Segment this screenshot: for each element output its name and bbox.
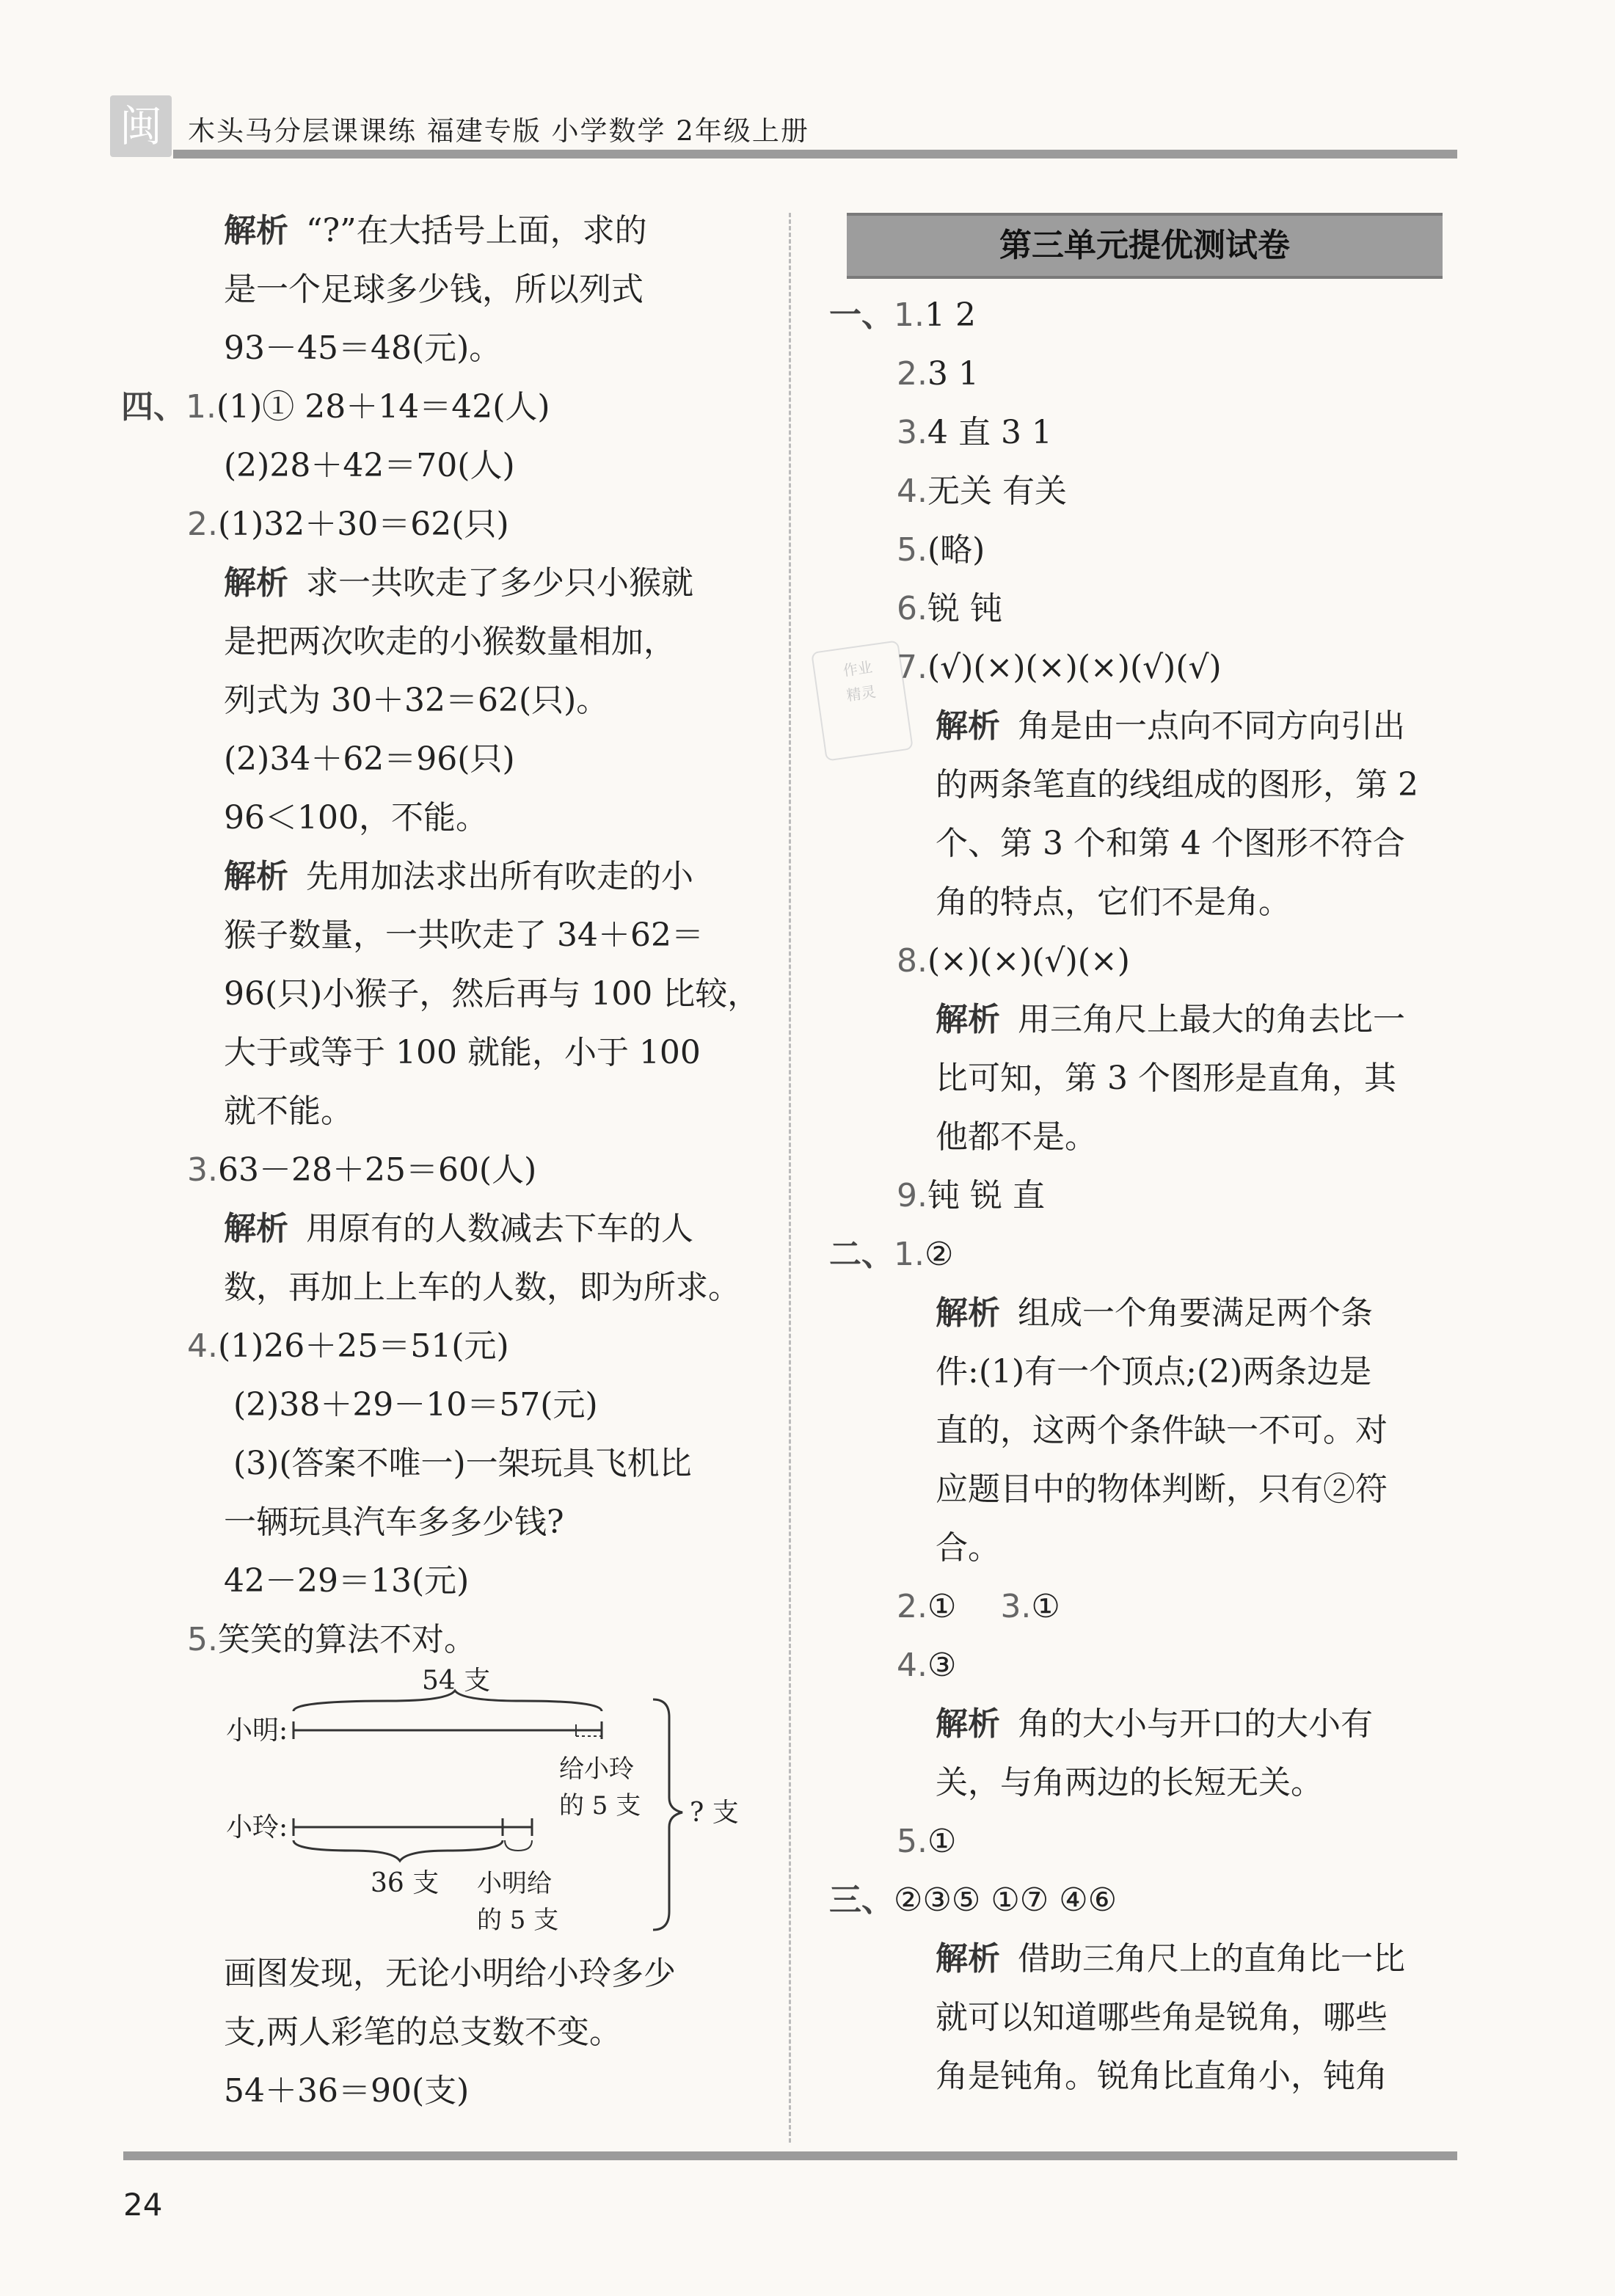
r1-3: 3.4 直 3 1 [897, 414, 1052, 451]
q4-2-jx2-4: 大于或等于 100 就能，小于 100 [224, 1034, 701, 1071]
q4-4c-2: 一辆玩具汽车多多少钱? [224, 1504, 564, 1541]
q4-5b-1: 画图发现，无论小明给小玲多少 [224, 1955, 676, 1992]
r3-jx-1: 解析 借助三角尺上的直角比一比 [936, 1940, 1405, 1978]
diagram-xm: 小明: [226, 1716, 288, 1746]
r2-1-jx-2: 件:(1)有一个顶点;(2)两条边是 [936, 1353, 1372, 1391]
r1-7: 7.(√)(×)(×)(×)(√)(√) [897, 649, 1222, 686]
q4-2c: 96＜100，不能。 [224, 799, 488, 837]
diagram-bottom-label: 36 支 [371, 1868, 440, 1898]
q4-4b: (2)38＋29－10＝57(元) [233, 1386, 598, 1424]
r1-7-jx-3: 个、第 3 个和第 4 个图形不符合 [936, 825, 1405, 862]
r2-1-jx-1: 解析 组成一个角要满足两个条 [936, 1294, 1373, 1332]
q4-4c-1: (3)(答案不唯一)一架玩具飞机比 [233, 1445, 692, 1482]
intro-line-2: 是一个足球多少钱，所以列式 [224, 271, 644, 308]
r3-jx-2: 就可以知道哪些角是锐角，哪些 [936, 1999, 1388, 2036]
q4-1b: (2)28＋42＝70(人) [224, 447, 515, 484]
q4-1a: 四、1.(1)① 28＋14＝42(人) [121, 388, 550, 426]
r3-jx-3: 角是钝角。锐角比直角小，钝角 [936, 2058, 1388, 2095]
footer-rule [123, 2151, 1457, 2160]
r2-4: 4.③ [897, 1647, 957, 1684]
diagram-question: ? 支 [690, 1798, 739, 1828]
page-number: 24 [123, 2187, 163, 2223]
intro-line-3: 93－45＝48(元)。 [224, 329, 502, 367]
diagram-give2a: 小明给 [477, 1869, 552, 1898]
diagram-xl: 小玲: [226, 1812, 288, 1843]
q4-5b-3: 54＋36＝90(支) [224, 2072, 470, 2110]
header-title: 木头马分层课课练 福建专版 小学数学 2年级上册 [188, 115, 809, 147]
r1-7-jx-4: 角的特点，它们不是角。 [936, 883, 1291, 921]
r2-5: 5.① [897, 1823, 957, 1860]
r1-7-jx-1: 解析 角是由一点向不同方向引出 [936, 707, 1405, 745]
region-badge: 闽 [110, 95, 172, 157]
r2-4-jx-1: 解析 角的大小与开口的大小有 [936, 1705, 1373, 1743]
r3: 三、②③⑤ ①⑦ ④⑥ [829, 1881, 1118, 1919]
intro-line-1: 解析 “?”在大括号上面，求的 [224, 212, 647, 249]
r2-2-3: 2.① 3.① [897, 1588, 1060, 1625]
r1-1: 一、1.1 2 [829, 296, 976, 334]
q4-2-jx2-1: 解析 先用加法求出所有吹走的小 [224, 858, 693, 895]
r1-8-jx-1: 解析 用三角尺上最大的角去比一 [936, 1001, 1405, 1038]
q4-5b-2: 支,两人彩笔的总支数不变。 [224, 2013, 621, 2051]
q4-4c-3: 42－29＝13(元) [224, 1562, 470, 1600]
r2-1-jx-5: 合。 [936, 1529, 1000, 1567]
q4-4a: 4.(1)26＋25＝51(元) [187, 1327, 509, 1365]
r1-5: 5.(略) [897, 531, 985, 569]
q4-2-jx2-2: 猴子数量，一共吹走了 34＋62＝ [224, 916, 704, 954]
diagram-give2b: 的 5 支 [477, 1906, 559, 1935]
column-divider [789, 213, 791, 2143]
q4-2-jx-2: 是把两次吹走的小猴数量相加， [224, 623, 676, 660]
q4-3-jx-2: 数，再加上上车的人数，即为所求。 [224, 1269, 740, 1306]
r1-8-jx-2: 比可知，第 3 个图形是直角，其 [936, 1060, 1396, 1097]
q4-2-jx-3: 列式为 30＋32＝62(只)。 [224, 682, 609, 719]
r2-1-jx-4: 应题目中的物体判断，只有②符 [936, 1470, 1388, 1508]
q4-5a: 5.笑笑的算法不对。 [187, 1621, 476, 1658]
diagram-give1b: 的 5 支 [559, 1791, 641, 1821]
r1-8: 8.(×)(×)(√)(×) [897, 942, 1130, 980]
q4-3-jx-1: 解析 用原有的人数减去下车的人 [224, 1210, 693, 1247]
r2-4-jx-2: 关，与角两边的长短无关。 [936, 1764, 1323, 1801]
q4-3a: 3.63－28＋25＝60(人) [187, 1151, 537, 1189]
r1-8-jx-3: 他都不是。 [936, 1118, 1097, 1156]
segment-diagram [220, 1658, 763, 1937]
r1-2: 2.3 1 [897, 355, 979, 393]
header-rule [173, 150, 1457, 158]
unit-test-title: 第三单元提优测试卷 [847, 213, 1443, 279]
q4-2-jx2-3: 96(只)小猴子，然后再与 100 比较， [224, 975, 760, 1013]
r1-6: 6.锐 钝 [897, 590, 1002, 627]
diagram-top-label: 54 支 [422, 1666, 491, 1696]
r1-7-jx-2: 的两条笔直的线组成的图形，第 2 [936, 766, 1418, 803]
q4-2b: (2)34＋62＝96(只) [224, 740, 515, 778]
q4-2-jx-1: 解析 求一共吹走了多少只小猴就 [224, 564, 693, 602]
diagram-give1a: 给小玲 [559, 1754, 634, 1784]
q4-2-jx2-5: 就不能。 [224, 1093, 353, 1130]
q4-2a: 2.(1)32＋30＝62(只) [187, 506, 509, 543]
r2-1: 二、1.② [829, 1236, 954, 1273]
r1-4: 4.无关 有关 [897, 473, 1067, 510]
r1-9: 9.钝 锐 直 [897, 1177, 1045, 1214]
r2-1-jx-3: 直的，这两个条件缺一不可。对 [936, 1412, 1388, 1449]
watermark-stamp: 作业 精灵 [811, 640, 914, 761]
